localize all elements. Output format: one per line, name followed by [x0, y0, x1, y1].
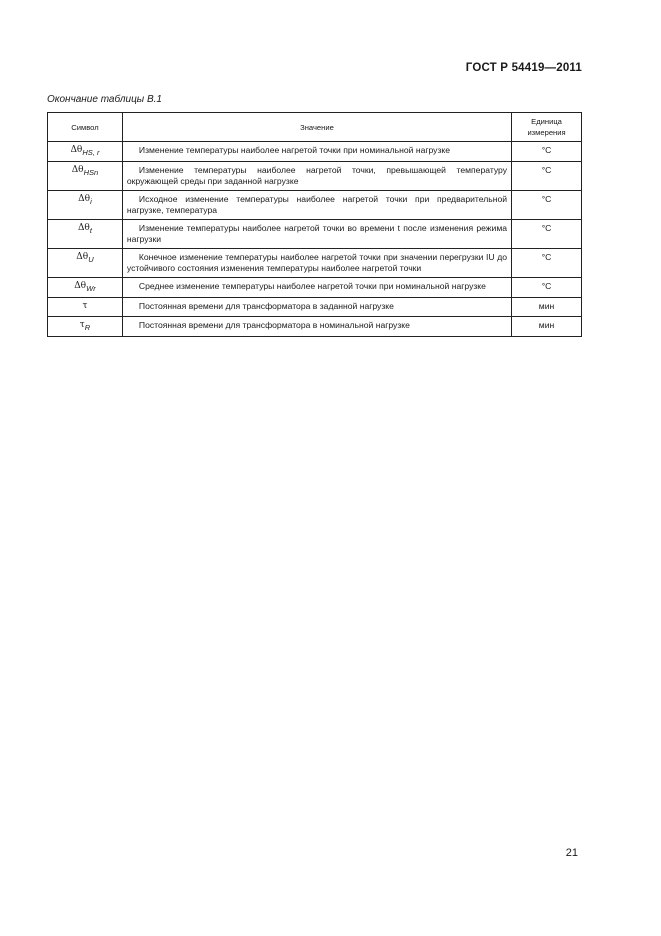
symbol-subscript: R: [84, 323, 91, 333]
symbol-subscript: t: [89, 225, 92, 235]
symbol-base: Δθ: [77, 222, 90, 233]
column-header-value: Значение: [122, 113, 511, 142]
unit-cell: мин: [512, 317, 582, 337]
table-row: [48, 190, 582, 219]
symbol-base: Δθ: [70, 145, 83, 155]
table-row: [48, 317, 582, 337]
value-cell: Постоянная времени для трансформатора в номинальной нагрузке: [122, 317, 511, 337]
table-row: [48, 219, 582, 248]
symbol-base: τ: [82, 300, 88, 311]
symbol-base: Δθ: [76, 251, 89, 262]
symbol-base: Δθ: [71, 164, 84, 175]
unit-cell: мин: [512, 297, 582, 317]
symbol-cell: [48, 317, 123, 337]
symbol-subscript: U: [88, 254, 94, 264]
table-row: [48, 297, 582, 317]
symbol-cell: [48, 219, 123, 248]
unit-cell: °C: [512, 161, 582, 190]
symbol-base: τ: [79, 320, 85, 331]
symbol-subscript: HSn: [83, 167, 99, 177]
symbol-cell: [48, 277, 123, 297]
column-header-symbol: Символ: [48, 113, 123, 142]
unit-cell: °C: [512, 190, 582, 219]
symbol-subscript: Wr: [86, 283, 96, 293]
page-number: 21: [565, 847, 578, 859]
value-cell: Изменение температуры наиболее нагретой точки при номинальной нагрузке: [122, 142, 511, 162]
symbol-cell: [48, 190, 123, 219]
table-header-row: [48, 113, 582, 142]
value-cell: Изменение температуры наиболее нагретой точки во времени t после изменения режима нагрузки: [122, 219, 511, 248]
symbol-cell: [48, 297, 123, 317]
symbol-cell: [48, 248, 123, 277]
symbol-base: Δθ: [78, 193, 91, 204]
document-code: ГОСТ Р 54419—2011: [465, 62, 582, 74]
table-row: [48, 248, 582, 277]
table-row: [48, 161, 582, 190]
table-row: [48, 277, 582, 297]
symbol-cell: [48, 161, 123, 190]
symbol-cell: [48, 142, 123, 162]
unit-cell: °C: [512, 248, 582, 277]
unit-cell: °C: [512, 277, 582, 297]
value-cell: Среднее изменение температуры наиболее нагретой точки при номинальной нагрузке: [122, 277, 511, 297]
value-cell: Исходное изменение температуры наиболее нагретой точки при предварительной нагрузке, температура: [122, 190, 511, 219]
symbols-table: [47, 112, 582, 337]
symbol-subscript: HS, r: [82, 147, 100, 157]
unit-cell: °C: [512, 142, 582, 162]
table-row: [48, 142, 582, 162]
table-caption: Окончание таблицы В.1: [47, 94, 162, 105]
symbol-base: Δθ: [74, 280, 87, 291]
column-header-unit: Единица измерения: [512, 113, 582, 142]
unit-cell: °C: [512, 219, 582, 248]
value-cell: Изменение температуры наиболее нагретой точки, превышающей температуру окружающей среды при заданной нагрузке: [122, 161, 511, 190]
value-cell: Конечное изменение температуры наиболее нагретой точки при значении перегрузки IU до устойчивого состояния изменения температуры наиболее нагретой точки: [122, 248, 511, 277]
value-cell: Постоянная времени для трансформатора в заданной нагрузке: [122, 297, 511, 317]
symbol-subscript: i: [90, 196, 92, 206]
